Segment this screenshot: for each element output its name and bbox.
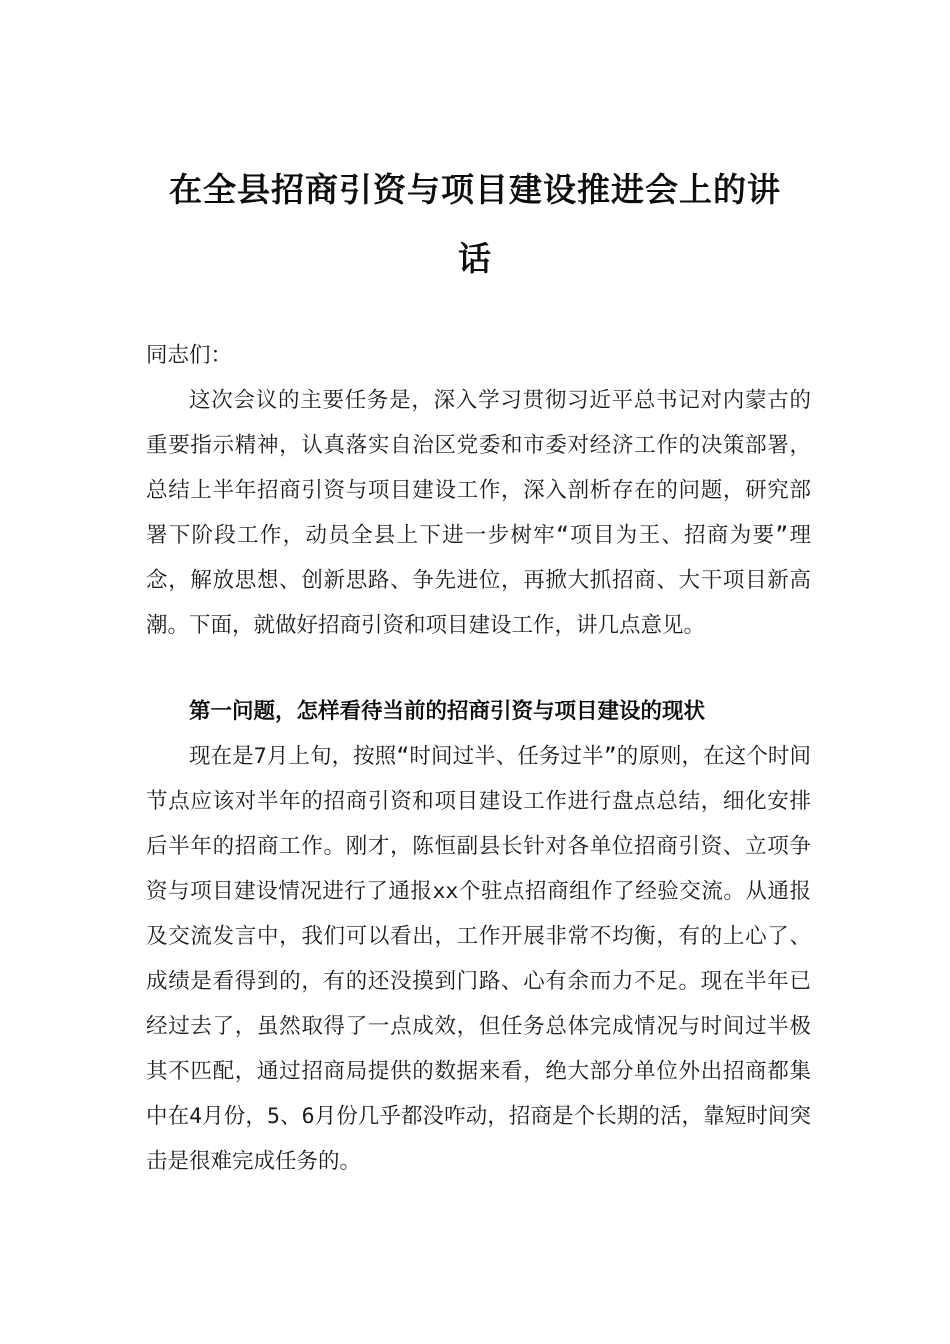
paragraph-intro: 这次会议的主要任务是，深入学习贯彻习近平总书记对内蒙古的重要指示精神，认真落实自治区党委和市委对经济工作的决策部署，总结上半年招商引资与项目建设工作，深入剖析存在的问题，研究部署下阶段工作，动员全县上下进一步树牢“项目为王、招商为要”理念，解放思想、创新思路、争先进位，再掀大抓招商、大干项目新高潮。下面，就做好招商引资和项目建设工作，讲几点意见。 [146, 388, 811, 638]
document-title-line-1: 在全县招商引资与项目建设推进会上的讲 [169, 170, 781, 209]
section-heading-1: 第一问题，怎样看待当前的招商引资与项目建设的现状 [189, 699, 706, 724]
greeting: 同志们： [146, 343, 233, 368]
document-title-line-2: 话 [458, 239, 492, 278]
paragraph-section-1: 现在是7月上旬，按照“时间过半、任务过半”的原则，在这个时间节点应该对半年的招商引资和项目建设工作进行盘点总结，细化安排后半年的招商工作。刚才，陈恒副县长针对各单位招商引资、立项争资与项目建设情况进行了通报xx个驻点招商组作了经验交流。从通报及交流发言中，我们可以看出，工作开展非常不均衡，有的上心了、成绩是看得到的，有的还没摸到门路、心有余而力不足。现在半年已经过去了，虽然取得了一点成效，但任务总体完成情况与时间过半极其不匹配，通过招商局提供的数据来看，绝大部分单位外出招商都集中在4月份，5、6月份几乎都没咋动，招商是个长期的活，靠短时间突击是很难完成任务的。 [146, 744, 811, 1174]
